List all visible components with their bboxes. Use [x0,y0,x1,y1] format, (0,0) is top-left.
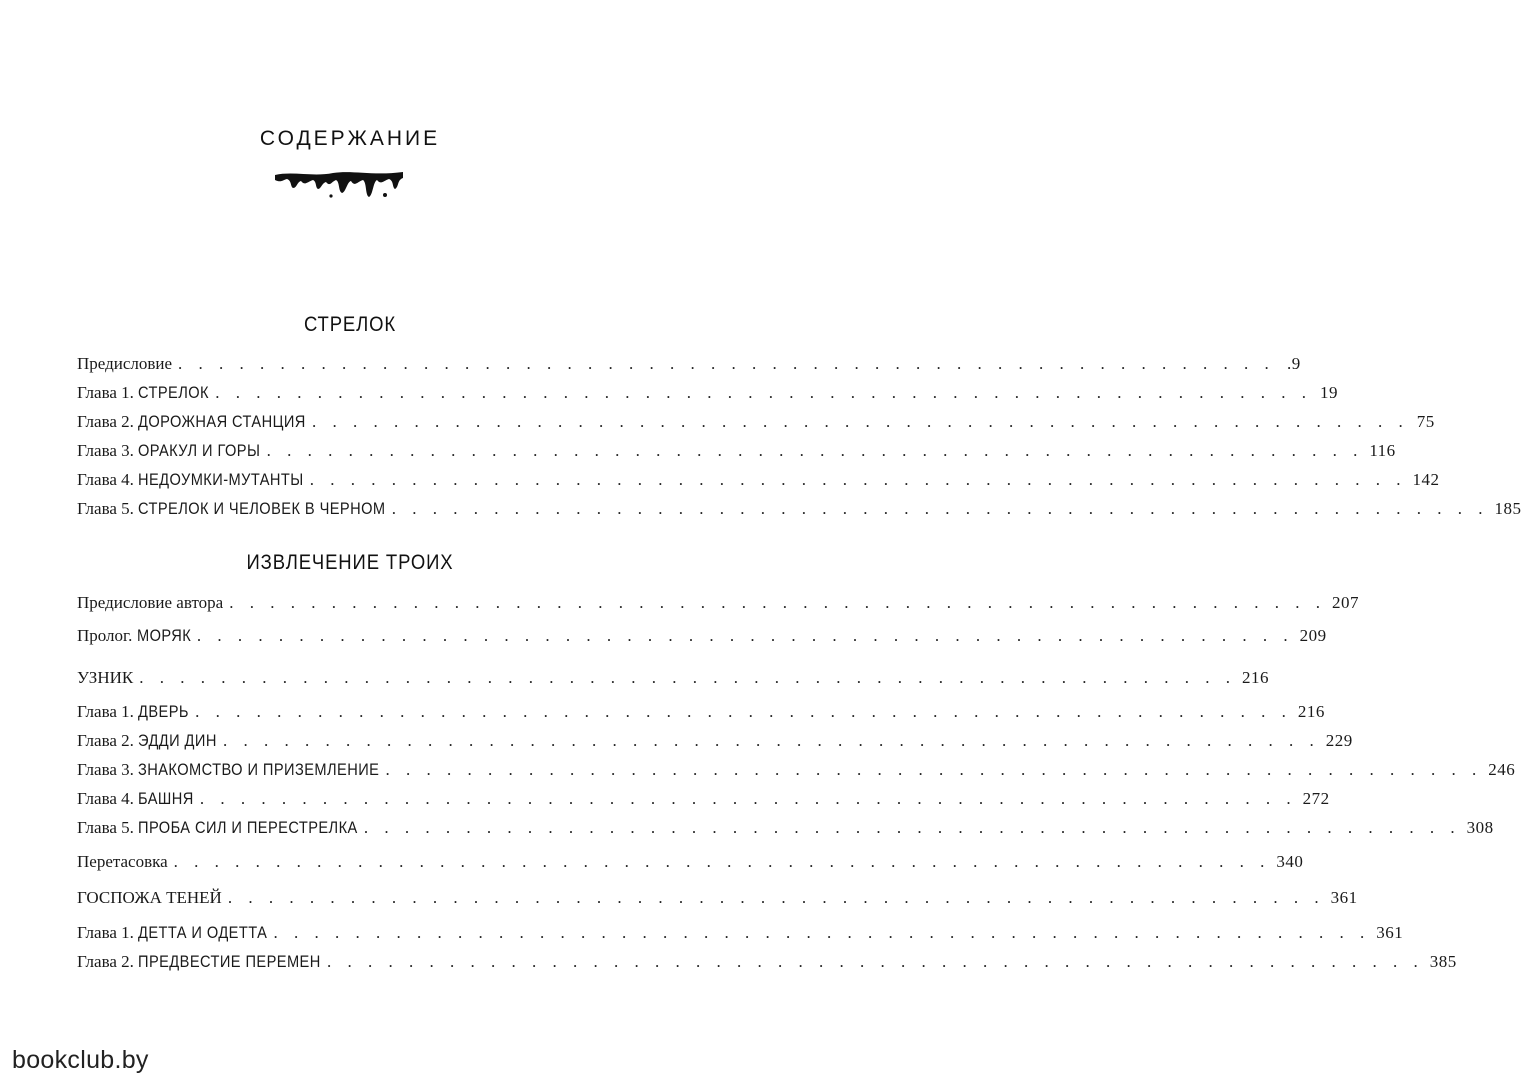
toc-entry [77,729,1353,753]
watermark: bookclub.by [12,1046,149,1074]
dot-leader: . . . . . . . . . . . . . . . . . . . . . . . . . . . . . . . . . . . . . . . . . . . . . . . . . . . . . . [311,412,1409,431]
dot-leader: . . . . . . . . . . . . . . . . . . . . . . . . . . . . . . . . . . . . . . . . . . . . . . . . . . . . . . [273,923,1371,942]
toc-entry [77,816,1494,840]
toc-entry [77,666,1269,690]
entry-title: ЗНАКОМСТВО И ПРИЗЕМЛЕНИЕ [138,760,380,779]
entry-prefix: Глава 2. [77,731,139,750]
part-title: ИЗВЛЕЧЕНИЕ ТРОИХ [246,551,454,574]
entry-title: НЕДОУМКИ-МУТАНТЫ [138,470,304,489]
toc-entry [77,410,1435,434]
page-number: 216 [1241,668,1269,687]
dot-leader: . . . . . . . . . . . . . . . . . . . . . . . . . . . . . . . . . . . . . . . . . . . . . . . . . . . . . . [385,760,1483,779]
entry-prefix: Глава 1. [77,383,139,402]
page-number: 75 [1416,412,1435,431]
entry-prefix: Предисловие автора [77,593,224,612]
toc-entry [77,352,1301,376]
dot-leader: . . . . . . . . . . . . . . . . . . . . . . . . . . . . . . . . . . . . . . . . . . . . . . . . . . . . . . [309,470,1407,489]
entry-prefix: Глава 2. [77,952,139,971]
page-number: 229 [1325,731,1353,750]
page-number: 207 [1331,593,1359,612]
entry-prefix: Глава 2. [77,412,139,431]
entry-title: ДВЕРЬ [138,702,190,721]
entry-prefix: Пролог. [77,626,137,645]
entry-title: БАШНЯ [138,789,194,808]
toc-entry [77,700,1325,724]
entry-prefix: Глава 1. [77,923,139,942]
entry-prefix: Глава 3. [77,760,139,779]
entry-title: ДЕТТА И ОДЕТТА [138,923,268,942]
dot-leader: . . . . . . . . . . . . . . . . . . . . . . . . . . . . . . . . . . . . . . . . . . . . . . . . . . . . . . [196,626,1294,645]
toc-entry [77,886,1358,910]
dot-leader: . . . . . . . . . . . . . . . . . . . . . . . . . . . . . . . . . . . . . . . . . . . . . . . . . . . . . . [215,383,1312,402]
toc-entry [77,787,1330,811]
page-number: 246 [1488,760,1516,779]
dot-leader: . . . . . . . . . . . . . . . . . . . . . . . . . . . . . . . . . . . . . . . . . . . . . . . . . . . . . . [229,593,1326,612]
page-number: 385 [1429,952,1457,971]
dot-leader: . . . . . . . . . . . . . . . . . . . . . . . . . . . . . . . . . . . . . . . . . . . . . . . . . . . . . . [195,702,1292,721]
toc-entry [77,850,1304,874]
page-number: 19 [1319,383,1338,402]
page-number: 185 [1494,499,1521,518]
entry-title: ПРЕДВЕСТИЕ ПЕРЕМЕН [138,952,321,971]
page-number: 272 [1302,789,1330,808]
toc-entry [77,468,1440,492]
page-number: 142 [1412,470,1440,489]
page-number: 116 [1369,441,1396,460]
dot-leader: . . . . . . . . . . . . . . . . . . . . . . . . . . . . . . . . . . . . . . . . . . . . . . . . . . . . . . [391,499,1489,518]
toc-entry [77,758,1516,782]
page-title: СОДЕРЖАНИЕ [259,127,441,150]
page-number: 361 [1330,888,1358,907]
ink-drip-ornament [273,165,405,199]
entry-prefix: Глава 3. [77,441,139,460]
entry-prefix: Глава 4. [77,789,139,808]
dot-leader: . . . . . . . . . . . . . . . . . . . . . . . . . . . . . . . . . . . . . . . . . . . . . . . . . . . . . . [178,354,1275,373]
page-number: 216 [1297,702,1325,721]
entry-title: СТРЕЛОК И ЧЕЛОВЕК В ЧЕРНОМ [138,499,386,518]
dot-leader: . . . . . . . . . . . . . . . . . . . . . . . . . . . . . . . . . . . . . . . . . . . . . . . . . . . . . . [173,852,1271,871]
dot-leader: . . . . . . . . . . . . . . . . . . . . . . . . . . . . . . . . . . . . . . . . . . . . . . . . . . . . . . [199,789,1297,808]
toc-entry [77,624,1327,648]
page-number: 340 [1276,852,1304,871]
entry-prefix: Глава 1. [77,702,139,721]
entry-prefix: УЗНИК [77,668,134,687]
page-number: 308 [1466,818,1494,837]
toc-entry [77,439,1396,463]
toc-entry [77,921,1404,945]
page-number: 361 [1376,923,1404,942]
dot-leader: . . . . . . . . . . . . . . . . . . . . . . . . . . . . . . . . . . . . . . . . . . . . . . . . . . . . . . [326,952,1424,971]
entry-title: ОРАКУЛ И ГОРЫ [138,441,261,460]
entry-prefix: Перетасовка [77,852,168,871]
part-title: СТРЕЛОК [303,313,397,336]
dot-leader: . . . . . . . . . . . . . . . . . . . . . . . . . . . . . . . . . . . . . . . . . . . . . . . . . . . . . . [223,731,1320,750]
toc-entry [77,497,1521,521]
entry-title: ЭДДИ ДИН [138,731,217,750]
entry-prefix: Глава 5. [77,499,139,518]
page-number: 209 [1299,626,1327,645]
entry-prefix: Предисловие [77,354,173,373]
entry-title: ПРОБА СИЛ И ПЕРЕСТРЕЛКА [138,818,358,837]
entry-title: МОРЯК [136,626,191,645]
dot-leader: . . . . . . . . . . . . . . . . . . . . . . . . . . . . . . . . . . . . . . . . . . . . . . . . . . . . . . [363,818,1461,837]
dot-leader: . . . . . . . . . . . . . . . . . . . . . . . . . . . . . . . . . . . . . . . . . . . . . . . . . . . . . . [227,888,1325,907]
entry-prefix: ГОСПОЖА ТЕНЕЙ [77,888,222,907]
toc-entry [77,381,1338,405]
toc-entry [77,950,1457,974]
entry-prefix: Глава 5. [77,818,139,837]
toc-entry [77,591,1359,615]
entry-title: СТРЕЛОК [138,383,210,402]
dot-leader: . . . . . . . . . . . . . . . . . . . . . . . . . . . . . . . . . . . . . . . . . . . . . . . . . . . . . . [266,441,1364,460]
dot-leader: . . . . . . . . . . . . . . . . . . . . . . . . . . . . . . . . . . . . . . . . . . . . . . . . . . . . . . [139,668,1236,687]
page-number: .9 [1287,354,1301,373]
entry-title: ДОРОЖНАЯ СТАНЦИЯ [138,412,306,431]
entry-prefix: Глава 4. [77,470,139,489]
